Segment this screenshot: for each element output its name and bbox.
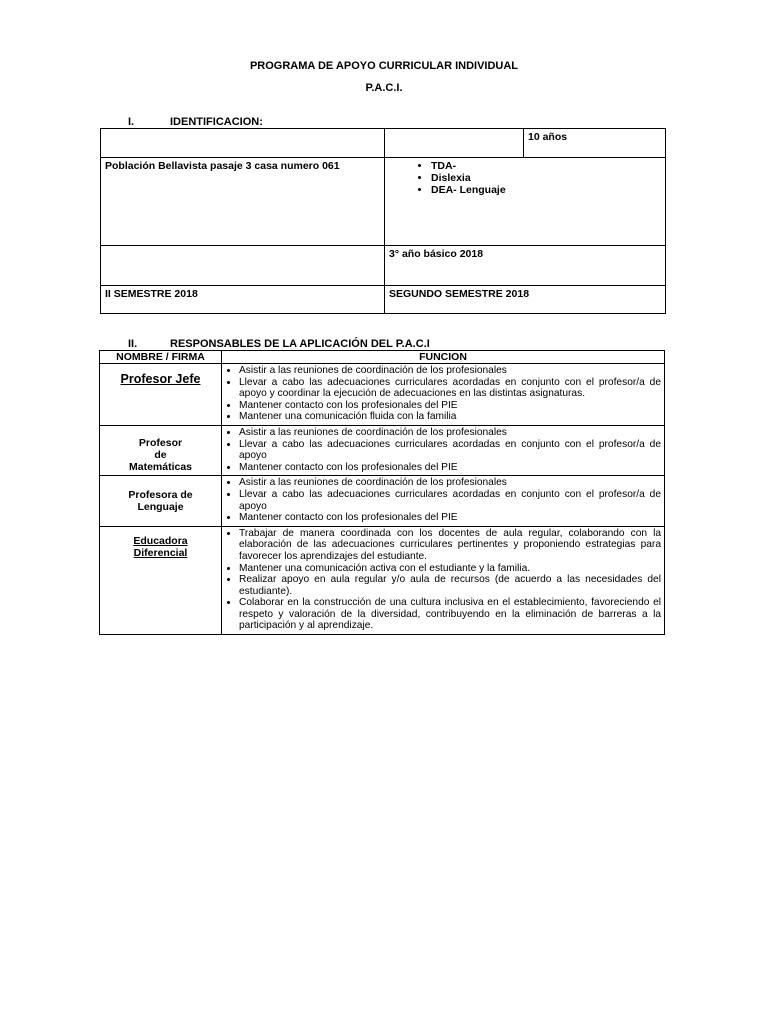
id-cell-address: Población Bellavista pasaje 3 casa numero 061 <box>101 158 385 246</box>
id-cell-empty-3 <box>101 246 385 286</box>
responsible-name-line: Profesor <box>138 436 183 449</box>
id-cell-empty-2 <box>385 129 524 157</box>
section-2-title: RESPONSABLES DE LA APLICACIÓN DEL P.A.C.I <box>170 338 430 350</box>
function-item: • Trabajar de manera coordinada con los docentes de aula regular, colaborando con la elaboración de las adecuaciones curriculares pertinentes y proponiendo estrategias para favorecer los aprendizajes del estudiante. <box>239 528 661 563</box>
responsible-name <box>100 425 222 475</box>
responsible-name-line: Profesora de <box>128 489 193 502</box>
responsible-name-line: Matemáticas <box>128 460 193 473</box>
responsible-name-line: Diferencial <box>133 546 188 559</box>
responsible-functions <box>222 526 665 634</box>
function-item: • Mantener contacto con los profesionales del PIE <box>239 400 661 412</box>
responsible-functions <box>222 476 665 526</box>
responsible-name-line: Lenguaje <box>137 501 184 514</box>
section-1-number: I. <box>128 116 135 128</box>
diagnosis-item: • TDA- <box>431 160 661 172</box>
id-cell-period-left: II SEMESTRE 2018 <box>101 286 385 314</box>
responsible-name <box>100 364 222 426</box>
identification-table <box>100 128 666 314</box>
responsible-functions <box>222 425 665 475</box>
function-item: • Llevar a cabo las adecuaciones curriculares acordadas en conjunto con el profesor/a de apoyo y coordinar la ejecución de adecuaciones en las distintas asignaturas. <box>239 377 661 400</box>
function-item: • Colaborar en la construcción de una cultura inclusiva en el establecimiento, favoreciendo el respeto y valoración de la diversidad, contribuyendo en la eliminación de barreras a la participación y al aprendizaje. <box>239 597 661 632</box>
diagnosis-list <box>389 160 661 196</box>
responsible-name-text: Profesor Jefe <box>120 372 201 386</box>
function-item: • Mantener contacto con los profesionales del PIE <box>239 462 661 474</box>
section-2-heading <box>128 338 430 350</box>
function-item: • Realizar apoyo en aula regular y/o aula de recursos (de acuerdo a las necesidades del estudiante). <box>239 574 661 597</box>
id-cell-age: 10 años <box>528 131 568 143</box>
function-item: • Llevar a cabo las adecuaciones curriculares acordadas en conjunto con el profesor/a de apoyo <box>239 489 661 512</box>
table-row <box>100 364 665 426</box>
id-cell-period-right: SEGUNDO SEMESTRE 2018 <box>385 286 666 314</box>
responsible-name-line: Educadora <box>133 534 188 547</box>
function-item: • Asistir a las reuniones de coordinación de los profesionales <box>239 427 661 439</box>
id-cell-diagnoses <box>385 158 666 246</box>
function-item: • Mantener contacto con los profesionales del PIE <box>239 512 661 524</box>
responsible-name <box>100 526 222 634</box>
section-1-heading <box>128 116 263 128</box>
column-header-function: FUNCION <box>222 351 665 364</box>
function-item: • Llevar a cabo las adecuaciones curriculares acordadas en conjunto con el profesor/a de apoyo <box>239 439 661 462</box>
responsible-functions <box>222 364 665 426</box>
responsibles-table <box>99 350 665 635</box>
table-row <box>100 425 665 475</box>
section-1-title: IDENTIFICACION: <box>170 116 263 128</box>
table-row <box>100 526 665 634</box>
responsible-name-line: de <box>154 448 167 461</box>
function-item: • Mantener una comunicación activa con el estudiante y la familia. <box>239 563 661 575</box>
column-header-name: NOMBRE / FIRMA <box>100 351 222 364</box>
diagnosis-item: • DEA- Lenguaje <box>431 184 661 196</box>
id-cell-course: 3° año básico 2018 <box>385 246 666 286</box>
diagnosis-item: • Dislexia <box>431 172 661 184</box>
document-subtitle: P.A.C.I. <box>365 82 403 94</box>
id-cell-empty-1 <box>101 129 385 158</box>
function-item: • Mantener una comunicación fluida con la familia <box>239 411 661 423</box>
id-cell-age-wrapper <box>385 129 666 158</box>
responsible-name <box>100 476 222 526</box>
function-item: • Asistir a las reuniones de coordinación de los profesionales <box>239 365 661 377</box>
section-2-number: II. <box>128 338 138 350</box>
table-row <box>100 476 665 526</box>
document-title: PROGRAMA DE APOYO CURRICULAR INDIVIDUAL <box>249 60 519 72</box>
function-item: • Asistir a las reuniones de coordinación de los profesionales <box>239 477 661 489</box>
